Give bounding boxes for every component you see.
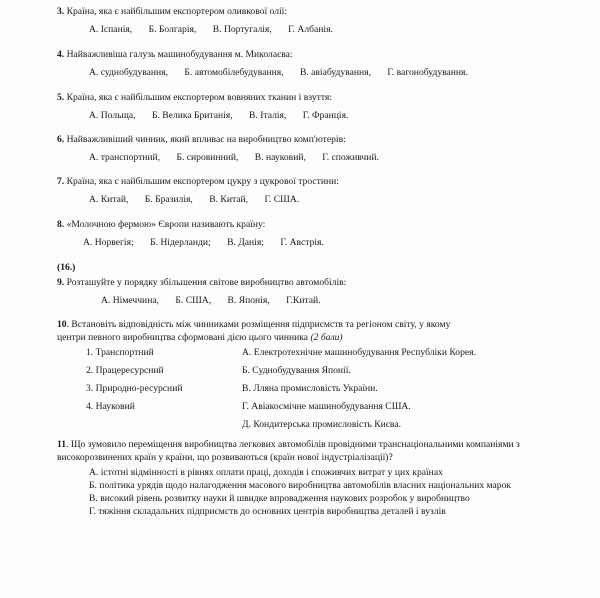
question-stem: 6. Найважливіший чинник, який впливає на виробництво комп'ютерів:: [57, 134, 346, 145]
question-options: [57, 151, 582, 164]
match-row: [86, 419, 556, 437]
option-d: Г. вагонобудування.: [387, 67, 468, 78]
option-b: Б. політика урядів щодо налагодження масового виробництва автомобілів власних національних марок: [89, 480, 512, 491]
question-number: 8.: [57, 219, 65, 230]
question-stem: 3. Країна, яка є найбільшим експортером оливкової олії:: [57, 6, 287, 17]
question-5: [57, 91, 582, 122]
question-9: [57, 276, 582, 307]
question-number: 5.: [57, 92, 65, 103]
region-item: Б. Суднобудування Японії.: [242, 365, 351, 376]
question-number: 7.: [57, 176, 65, 187]
region-item: В. Лляна промисловість України.: [242, 383, 378, 394]
question-4: [57, 48, 582, 79]
option-a: А. транспортний,: [89, 152, 161, 163]
option-c: В. авіабудування,: [299, 67, 371, 78]
region-item: Г. Авіакосмічне машинобудування США.: [242, 401, 411, 412]
option-b: Б. Бразилія,: [144, 194, 193, 205]
question-stem-cont: центри певного виробництва сформовані дією цього чинника (2 бали): [57, 332, 343, 343]
option-b: Б. Нідерланди;: [150, 237, 211, 248]
points-note: (2 бали): [310, 332, 343, 343]
question-number: 10: [57, 319, 67, 330]
option-d: Г. Австрія.: [280, 237, 324, 248]
question-number: 4.: [57, 49, 65, 60]
question-options: [57, 236, 582, 249]
question-3: [57, 5, 582, 36]
match-row: [86, 383, 556, 401]
question-stem: 10. Встановіть відповідність між чинниками розміщення підприємств та регіоном світу, у якому: [57, 319, 451, 330]
option-a: А. Китай,: [89, 194, 129, 205]
option-c: В. Японія,: [227, 295, 270, 306]
option-d: Г. Франція.: [302, 110, 349, 121]
option-a: А. Норвегія;: [83, 237, 134, 248]
option-b: Б. Болгарія,: [148, 24, 197, 35]
question-number: 9.: [57, 277, 65, 288]
question-11: [57, 438, 582, 518]
region-item: А. Електротехнічне машинобудування Республіки Корея.: [242, 347, 476, 358]
option-c: В. Італія,: [249, 110, 287, 121]
factor-item: 4. Науковий: [86, 401, 135, 412]
option-c: В. Китай,: [209, 194, 249, 205]
option-d: Г. Албанія.: [288, 24, 333, 35]
factor-item: 2. Працересурсний: [86, 365, 164, 376]
question-options: [57, 193, 582, 206]
option-c: В. Португалія,: [212, 24, 272, 35]
question-number: 11: [57, 439, 67, 450]
option-c: В. Данія;: [227, 237, 264, 248]
option-d: Г. споживчий.: [322, 152, 379, 163]
option-b: Б. автомобілебудування,: [184, 67, 284, 78]
question-6: [57, 133, 582, 164]
option-c: В. високий рівень розвитку науки й швидке впровадження наукових розробок у виробництво: [89, 493, 470, 504]
question-options: [57, 23, 582, 36]
question-stem: 4. Найважливіша галузь машинобудування м. Миколаєва:: [57, 49, 293, 60]
question-options: [57, 294, 582, 307]
match-row: [86, 365, 556, 383]
question-options: [57, 109, 582, 122]
question-number: 3.: [57, 6, 65, 17]
matching-table: [86, 347, 556, 437]
match-row: [86, 401, 556, 419]
factor-item: 3. Природно-ресурсний: [86, 383, 183, 394]
section-label: (16.): [57, 262, 76, 273]
option-a: А. Польща,: [89, 110, 136, 121]
question-number: 6.: [57, 134, 65, 145]
question-10: [57, 318, 582, 344]
option-d: Г. США.: [264, 194, 300, 205]
option-d: Г.Китай.: [286, 295, 321, 306]
factor-item: 1. Транспортний: [86, 347, 154, 358]
question-stem: 11. Що зумовило переміщення виробництва легкових автомобілів провідними транснаціональними компаніями з високорозвинених країн у країни, що розвиваються (країн нової індустріалізації)?: [57, 439, 520, 463]
question-stem: 7. Країна, яка є найбільшим експортером цукру з цукрової тростини:: [57, 176, 339, 187]
question-stem: 9. Розташуйте у порядку збільшення світове виробництво автомобілів:: [57, 277, 347, 288]
match-row: [86, 347, 556, 365]
option-b: Б. США,: [175, 295, 212, 306]
question-7: [57, 175, 582, 206]
question-stem: 8. «Молочною фермою» Європи називають країну:: [57, 219, 266, 230]
option-a: А. суднобудування,: [89, 67, 168, 78]
question-options: [57, 466, 582, 518]
option-b: Б. сировинний,: [176, 152, 239, 163]
question-8: [57, 218, 582, 249]
option-c: В. науковий,: [254, 152, 306, 163]
question-stem: 5. Країна, яка є найбільшим експортером вовняних тканин і взуття:: [57, 92, 333, 103]
region-item: Д. Кондитерська промисловість Києва.: [242, 419, 401, 430]
option-d: Г. тяжіння складальних підприємств до основних центрів виробництва деталей і вузлів: [89, 506, 446, 517]
option-a: А. Іспанія,: [89, 24, 133, 35]
option-a: А. істотні відмінності в рівнях оплати праці, доходів і споживчих витрат у цих країнах: [89, 467, 443, 478]
option-b: Б. Велика Британія,: [151, 110, 233, 121]
question-options: [57, 66, 582, 79]
option-a: А. Німеччина,: [101, 295, 159, 306]
